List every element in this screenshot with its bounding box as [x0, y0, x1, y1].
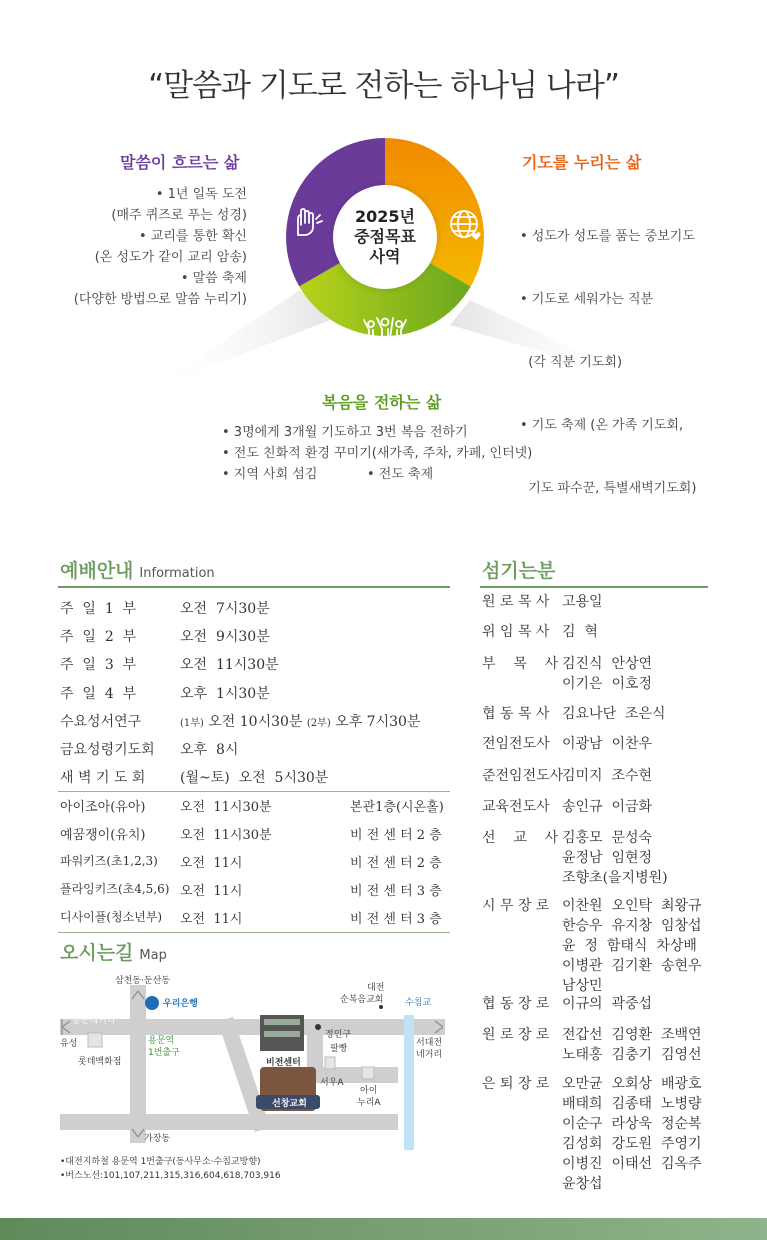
footer-bar [0, 1218, 767, 1240]
staff-role: 교육전도사 [482, 799, 550, 815]
staff-name-line: 김 혁 [562, 624, 598, 640]
list-item: • 1년 일독 도전 [155, 187, 247, 202]
staff-name-line: 노태홍 김충기 김영선 [562, 1047, 702, 1063]
vision-center-building [260, 1015, 304, 1051]
staff-name-line: 김미지 조수현 [562, 768, 653, 784]
staff-name-line: 전갑선 김영환 조백연 [562, 1027, 702, 1043]
staff-role: 부 목 사 [482, 656, 559, 672]
list-item: • 전도 친화적 환경 꾸미기(새가족, 주차, 카페, 인터넷) [222, 446, 533, 461]
list-item: • 성도가 성도를 품는 중보기도 [520, 229, 695, 244]
goal-center: 2025년 중점목표 사역 [333, 185, 437, 289]
staff-name-line: 윤창섭 [562, 1176, 603, 1192]
map-label: 대전 [367, 983, 385, 993]
staff-names [562, 622, 598, 642]
map-label: 용문역 [148, 1036, 175, 1046]
staff-names [562, 592, 603, 612]
map-notes: •대전지하철 용문역 1번출구(동사무소·수침교방향) •버스노선:101,107,211,315,316,604,618,703,916 [60, 1157, 281, 1181]
list-item: (매주 퀴즈로 푸는 성경) [111, 208, 247, 223]
map [60, 975, 445, 1150]
list-item: • 교리를 통한 확신 [139, 229, 247, 244]
staff-name-line: 배태희 김종태 노병량 [562, 1096, 702, 1112]
staff-names [562, 896, 702, 996]
map-label: 누리A [357, 1098, 381, 1108]
staff-role: 은 퇴 장 로 [482, 1076, 550, 1092]
map-label: 유성 [60, 1039, 78, 1049]
staff-role: 준전임전도사 [482, 768, 564, 784]
staff-role: 협 동 장 로 [482, 996, 550, 1012]
staff-role: 원 로 목 사 [482, 594, 550, 610]
map-label: 선창교회 [272, 1099, 307, 1109]
prayer-life-title: 기도를 누리는 삶 [522, 153, 642, 172]
map-label: 우리은행 [163, 999, 198, 1009]
map-label: 삼천동·둔산동 [115, 976, 171, 986]
map-label: 용문네거리 [72, 1016, 116, 1026]
divider [58, 586, 450, 588]
map-label: 아이 [360, 1086, 378, 1096]
map-label: 서우A [320, 1078, 344, 1088]
staff-name-line: 이광남 이찬우 [562, 736, 653, 752]
staff-name-line: 오만균 오회상 배광호 [562, 1076, 702, 1092]
staff-name-line: 한승우 유지창 임창섭 [562, 918, 702, 934]
map-label: 순복음교회 [340, 995, 384, 1005]
staff-name-line: 이찬원 오인탁 최왕규 [562, 898, 702, 914]
staff-name-line: 김홍모 문성숙 [562, 830, 653, 846]
staff-names [562, 828, 668, 888]
staff-names [562, 994, 652, 1014]
staff-name-line: 윤정남 임현정 [562, 850, 653, 866]
map-label: 비전센터 [266, 1058, 301, 1068]
map-label: 1번출구 [148, 1048, 180, 1058]
staff-name-line: 김성회 강도원 주영기 [562, 1136, 702, 1152]
map-title: 오시는길 Map [60, 942, 167, 964]
staff-role: 선 교 사 [482, 830, 559, 846]
staff-names [562, 654, 652, 694]
list-item: • 기도로 세워가는 직분 [520, 292, 654, 307]
staff-name-line: 남상민 [562, 978, 603, 994]
word-life-list [74, 184, 247, 310]
divider [480, 586, 708, 588]
staff-names [562, 1074, 702, 1194]
staff-names [562, 734, 652, 754]
staff-name-line: 김진식 안상연 [562, 656, 653, 672]
staff-name-line: 이병관 김기환 송현우 [562, 958, 702, 974]
list-item: • 기도 축제 (온 가족 기도회, [520, 418, 684, 433]
gospel-life-title: 복음을 전하는 삶 [322, 393, 442, 412]
staff-names [562, 1025, 702, 1065]
staff-name-line: 조향초(을지병원) [562, 870, 668, 886]
staff-names [562, 797, 652, 817]
prayer-life-list [520, 184, 696, 520]
hands-icon [290, 205, 326, 241]
list-item: (다양한 방법으로 말씀 누리기) [73, 292, 247, 307]
word-life-title: 말씀이 흐르는 삶 [120, 153, 240, 172]
list-item: (각 직분 기도회) [520, 355, 623, 370]
headline: “말씀과 기도로 전하는 하나님 나라” [148, 68, 619, 104]
map-label: 네거리 [416, 1050, 443, 1060]
staff-name-line: 김요나단 조은식 [562, 706, 666, 722]
worship-title: 예배안내 Information [60, 560, 215, 582]
staff-role: 전임전도사 [482, 736, 550, 752]
staff-title: 섬기는분 [482, 560, 556, 582]
staff-names [562, 766, 652, 786]
list-item: (온 성도가 같이 교리 암송) [94, 250, 247, 265]
map-label: 서대전 [416, 1038, 443, 1048]
subway-icon [145, 996, 159, 1010]
list-item: • 말씀 축제 [180, 271, 247, 286]
staff-name-line: 이규의 곽중섭 [562, 996, 653, 1012]
staff-name-line: 송인규 이금화 [562, 799, 653, 815]
staff-role: 원 로 장 로 [482, 1027, 550, 1043]
list-item: • 3명에게 3개월 기도하고 3번 복음 전하기 [222, 425, 468, 440]
staff-role: 위 임 목 사 [482, 624, 550, 640]
globe-heart-icon [446, 206, 484, 244]
list-item: 기도 파수꾼, 특별새벽기도회) [520, 481, 697, 496]
staff-name-line: 고용일 [562, 594, 603, 610]
staff-role: 시 무 장 로 [482, 898, 550, 914]
map-label: 팔빵 [330, 1044, 348, 1054]
divider [58, 791, 450, 792]
staff-names [562, 704, 666, 724]
staff-name-line: 이병진 이태선 김옥주 [562, 1156, 702, 1172]
staff-role: 협 동 목 사 [482, 706, 550, 722]
map-label: 수침교 [405, 998, 432, 1008]
people-icon [362, 316, 408, 356]
gospel-life-list [222, 422, 532, 485]
list-item: • 지역 사회 섬김 • 전도 축제 [222, 467, 434, 482]
staff-name-line: 이순구 라상욱 정순복 [562, 1116, 702, 1132]
map-label: 가장동 [144, 1134, 171, 1144]
staff-name-line: 윤 정 함태식 차상배 [562, 938, 697, 954]
map-label: 롯데백화점 [78, 1057, 122, 1067]
staff-name-line: 이기은 이호정 [562, 676, 653, 692]
divider [58, 932, 450, 933]
map-label: 정인구 [325, 1030, 352, 1040]
